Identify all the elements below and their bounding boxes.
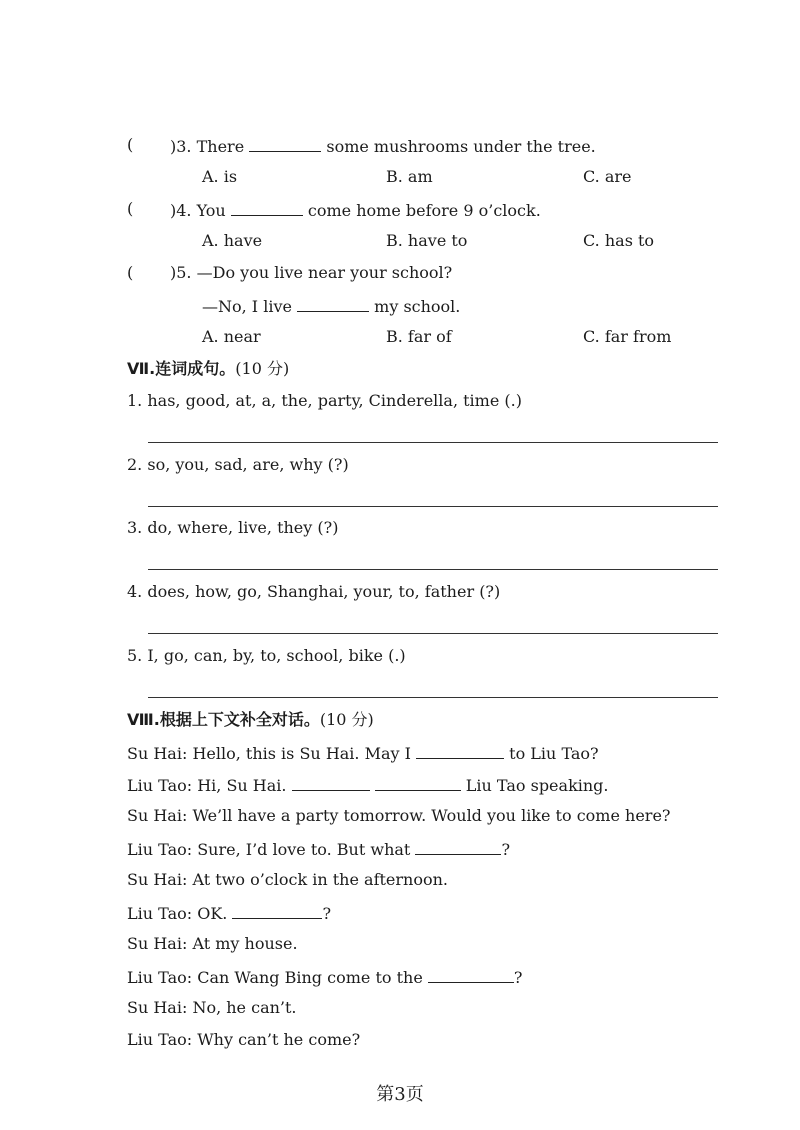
q5-paren: ( — [127, 263, 134, 282]
dialog-line-5: Su Hai: At two o’clock in the afternoon. — [127, 870, 449, 889]
dialog-line-2 — [127, 774, 609, 796]
q4-option-a: A. have — [202, 231, 263, 250]
q5-option-c: C. far from — [583, 327, 672, 346]
dialog-line-2-before: Liu Tao: Hi, Su Hai. — [127, 776, 287, 795]
q5-text-after: my school. — [374, 297, 461, 316]
answer-line-3[interactable] — [148, 569, 718, 570]
dialog-line-6 — [127, 902, 331, 924]
q5-number: )5. — [170, 263, 192, 282]
q3-text-after: some mushrooms under the tree. — [326, 137, 596, 156]
q3-paren: ( — [127, 135, 134, 154]
dialog-line-4-after: ? — [501, 840, 511, 859]
dialog-blank-6[interactable] — [232, 902, 322, 919]
q4-number: )4. — [170, 201, 192, 220]
section7-heading — [127, 359, 289, 379]
dialog-line-7: Su Hai: At my house. — [127, 934, 298, 953]
dialog-line-10: Liu Tao: Why can’t he come? — [127, 1030, 361, 1049]
section7-title: 连词成句。 — [155, 359, 236, 378]
dialog-blank-2b[interactable] — [375, 774, 461, 791]
q5-text-before: —No, I live — [202, 297, 292, 316]
dialog-line-4-before: Liu Tao: Sure, I’d love to. But what — [127, 840, 411, 859]
section7-points: (10 分) — [235, 359, 290, 378]
answer-line-4[interactable] — [148, 633, 718, 634]
q5-option-b: B. far of — [386, 327, 452, 346]
q4-option-c: C. has to — [583, 231, 655, 250]
q3-stem — [170, 135, 596, 157]
section7-item-2: 2. so, you, sad, are, why (?) — [127, 455, 349, 474]
section8-numeral: Ⅷ. — [127, 710, 160, 729]
section8-points: (10 分) — [319, 710, 374, 729]
answer-line-2[interactable] — [148, 506, 718, 507]
dialog-line-1-before: Su Hai: Hello, this is Su Hai. May I — [127, 744, 411, 763]
q4-text-after: come home before 9 o’clock. — [307, 201, 541, 220]
q3-option-a: A. is — [202, 167, 238, 186]
answer-line-5[interactable] — [148, 697, 718, 698]
dialog-line-8-after: ? — [513, 968, 523, 987]
dialog-line-3: Su Hai: We’ll have a party tomorrow. Would you like to come here? — [127, 806, 671, 825]
section7-item-5: 5. I, go, can, by, to, school, bike (.) — [127, 646, 406, 665]
section7-item-1: 1. has, good, at, a, the, party, Cinderella, time (.) — [127, 391, 522, 410]
q3-option-b: B. am — [386, 167, 433, 186]
q4-text-before: You — [196, 201, 226, 220]
q4-option-b: B. have to — [386, 231, 468, 250]
section7-numeral: Ⅶ. — [127, 359, 156, 378]
dialog-line-6-before: Liu Tao: OK. — [127, 904, 228, 923]
dialog-line-6-after: ? — [322, 904, 332, 923]
dialog-line-8 — [127, 966, 522, 988]
dialog-line-9: Su Hai: No, he can’t. — [127, 998, 297, 1017]
q5-line1: —Do you live near your school? — [196, 263, 453, 282]
dialog-blank-4[interactable] — [415, 838, 501, 855]
q5-blank[interactable] — [297, 295, 369, 312]
q5-option-a: A. near — [202, 327, 261, 346]
dialog-blank-8[interactable] — [428, 966, 514, 983]
q4-paren: ( — [127, 199, 134, 218]
q3-number: )3. — [170, 137, 192, 156]
dialog-blank-1[interactable] — [416, 742, 504, 759]
section7-item-4: 4. does, how, go, Shanghai, your, to, father (?) — [127, 582, 501, 601]
dialog-blank-2a[interactable] — [292, 774, 370, 791]
q3-blank[interactable] — [249, 135, 321, 152]
section7-item-3: 3. do, where, live, they (?) — [127, 518, 339, 537]
answer-line-1[interactable] — [148, 442, 718, 443]
q3-text-before: There — [196, 137, 245, 156]
page-number: 第3页 — [376, 1084, 424, 1105]
dialog-line-4 — [127, 838, 510, 860]
section8-title: 根据上下文补全对话。 — [159, 710, 320, 729]
q4-blank[interactable] — [231, 199, 303, 216]
q5-line2 — [202, 295, 460, 317]
q5-stem — [170, 263, 452, 283]
dialog-line-1 — [127, 742, 599, 764]
dialog-line-2-after: Liu Tao speaking. — [465, 776, 609, 795]
dialog-line-1-after: to Liu Tao? — [509, 744, 599, 763]
q4-stem — [170, 199, 541, 221]
dialog-line-8-before: Liu Tao: Can Wang Bing come to the — [127, 968, 423, 987]
q3-option-c: C. are — [583, 167, 632, 186]
section8-heading — [127, 710, 374, 730]
